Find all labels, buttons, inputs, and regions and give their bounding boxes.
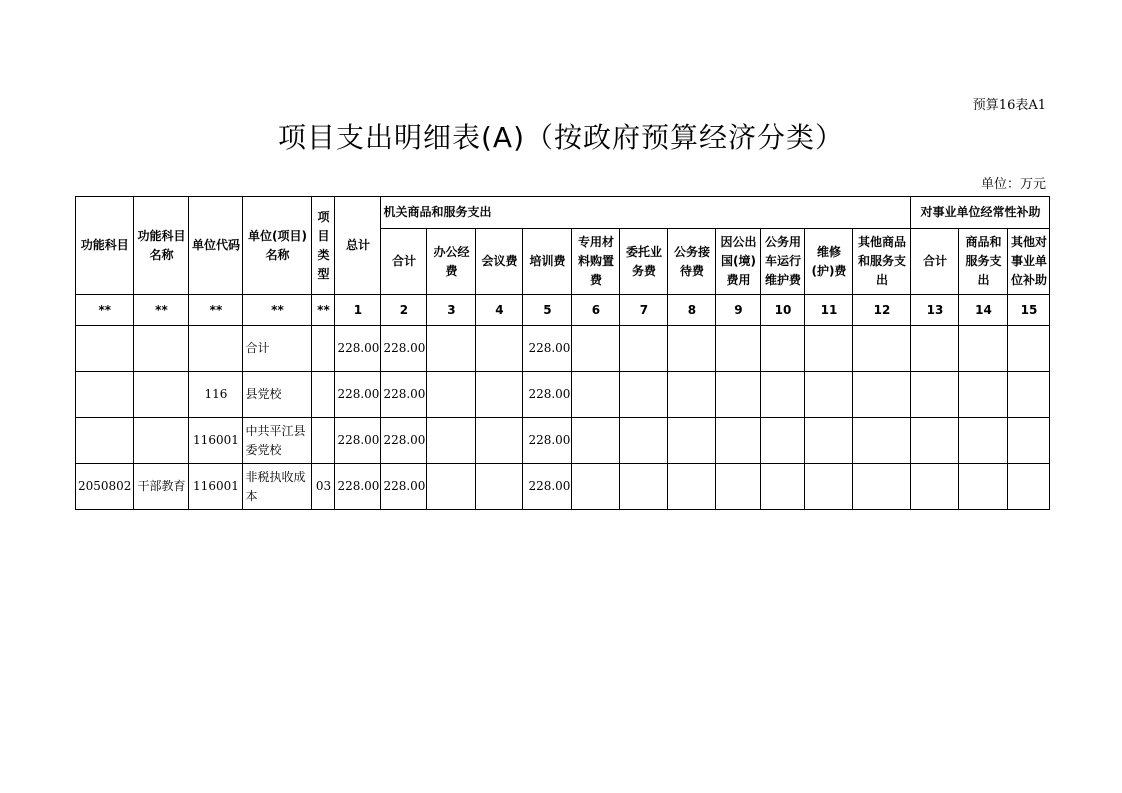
header-unit-name: 单位(项目)名称 xyxy=(243,197,312,295)
table-cell xyxy=(476,372,523,418)
table-cell xyxy=(312,326,335,372)
table-cell xyxy=(427,326,476,372)
header-func-code: 功能科目 xyxy=(76,197,134,295)
table-cell: 228.00 xyxy=(381,372,427,418)
table-cell xyxy=(1008,464,1050,510)
table-cell: 116 xyxy=(189,372,243,418)
table-row xyxy=(76,326,1050,372)
table-cell xyxy=(716,326,761,372)
table-cell xyxy=(959,464,1008,510)
table-row xyxy=(76,372,1050,418)
table-cell xyxy=(668,372,716,418)
header-col-14: 商品和服务支出 xyxy=(959,229,1008,295)
index-row xyxy=(76,295,1050,326)
index-cell: ** xyxy=(189,295,243,326)
table-cell: 228.00 xyxy=(335,418,381,464)
header-col-9: 因公出国(境)费用 xyxy=(716,229,761,295)
table-cell xyxy=(427,372,476,418)
index-cell: 9 xyxy=(716,295,761,326)
table-cell xyxy=(1008,372,1050,418)
index-cell: 3 xyxy=(427,295,476,326)
table-cell xyxy=(572,372,620,418)
table-cell xyxy=(312,372,335,418)
header-col-6: 专用材料购置费 xyxy=(572,229,620,295)
table-cell: 2050802 xyxy=(76,464,134,510)
table-cell: 228.00 xyxy=(523,326,572,372)
form-code: 预算16表A1 xyxy=(972,98,1046,113)
table-cell xyxy=(134,326,189,372)
index-cell: ** xyxy=(312,295,335,326)
table-cell xyxy=(572,418,620,464)
table-cell xyxy=(76,326,134,372)
table-cell xyxy=(476,418,523,464)
table-cell xyxy=(668,326,716,372)
table-cell xyxy=(716,464,761,510)
index-cell: 4 xyxy=(476,295,523,326)
table-cell: 228.00 xyxy=(523,372,572,418)
header-col-8: 公务接待费 xyxy=(668,229,716,295)
header-group-goods-services: 机关商品和服务支出 xyxy=(381,197,911,229)
table-cell: 228.00 xyxy=(335,326,381,372)
table-cell xyxy=(853,464,911,510)
table-cell xyxy=(76,372,134,418)
index-cell: 14 xyxy=(959,295,1008,326)
table-cell xyxy=(761,326,805,372)
table-cell xyxy=(911,418,959,464)
table-row xyxy=(76,464,1050,510)
header-col-11: 维修(护)费 xyxy=(805,229,853,295)
index-cell: 5 xyxy=(523,295,572,326)
table-cell xyxy=(572,326,620,372)
index-cell: 13 xyxy=(911,295,959,326)
table-cell xyxy=(620,418,668,464)
index-cell: 1 xyxy=(335,295,381,326)
table-cell xyxy=(853,326,911,372)
table-cell xyxy=(189,326,243,372)
table-cell xyxy=(805,372,853,418)
table-cell xyxy=(761,464,805,510)
table-cell: 县党校 xyxy=(243,372,312,418)
table-cell: 228.00 xyxy=(523,418,572,464)
table-cell: 03 xyxy=(312,464,335,510)
index-cell: ** xyxy=(243,295,312,326)
table-cell xyxy=(911,464,959,510)
table-cell xyxy=(476,326,523,372)
header-col-13: 合计 xyxy=(911,229,959,295)
table-cell xyxy=(959,372,1008,418)
table-row xyxy=(76,418,1050,464)
table-cell: 228.00 xyxy=(381,326,427,372)
table-cell: 228.00 xyxy=(381,464,427,510)
index-cell: 10 xyxy=(761,295,805,326)
header-col-5: 培训费 xyxy=(523,229,572,295)
index-cell: 2 xyxy=(381,295,427,326)
table-cell: 228.00 xyxy=(381,418,427,464)
table-cell xyxy=(805,418,853,464)
table-cell: 116001 xyxy=(189,464,243,510)
index-cell: 7 xyxy=(620,295,668,326)
index-cell: 6 xyxy=(572,295,620,326)
table-cell xyxy=(620,464,668,510)
header-col-4: 会议费 xyxy=(476,229,523,295)
header-col-10: 公务用车运行维护费 xyxy=(761,229,805,295)
table-cell: 228.00 xyxy=(335,464,381,510)
table-cell: 116001 xyxy=(189,418,243,464)
header-total: 总计 xyxy=(335,197,381,295)
table-cell xyxy=(716,372,761,418)
table-cell xyxy=(1008,326,1050,372)
header-unit-code: 单位代码 xyxy=(189,197,243,295)
table-cell xyxy=(476,464,523,510)
table-cell xyxy=(911,372,959,418)
table-cell: 干部教育 xyxy=(134,464,189,510)
index-cell: 8 xyxy=(668,295,716,326)
table-cell xyxy=(620,326,668,372)
header-project-type: 项目类型 xyxy=(312,197,335,295)
index-cell: 15 xyxy=(1008,295,1050,326)
table-cell xyxy=(572,464,620,510)
table-cell xyxy=(853,418,911,464)
table-cell: 228.00 xyxy=(523,464,572,510)
table-cell xyxy=(959,326,1008,372)
table-cell xyxy=(1008,418,1050,464)
header-col-15: 其他对事业单位补助 xyxy=(1008,229,1050,295)
table-cell xyxy=(668,418,716,464)
header-col-12: 其他商品和服务支出 xyxy=(853,229,911,295)
table-cell xyxy=(911,326,959,372)
table-cell xyxy=(668,464,716,510)
table-cell xyxy=(312,418,335,464)
table-cell: 中共平江县委党校 xyxy=(243,418,312,464)
header-col-3: 办公经费 xyxy=(427,229,476,295)
table-cell xyxy=(134,372,189,418)
table-cell: 非税执收成本 xyxy=(243,464,312,510)
header-func-name: 功能科目名称 xyxy=(134,197,189,295)
budget-table xyxy=(75,196,1050,510)
table-cell xyxy=(805,326,853,372)
table-cell xyxy=(716,418,761,464)
index-cell: ** xyxy=(76,295,134,326)
table-cell xyxy=(620,372,668,418)
table-cell xyxy=(853,372,911,418)
table-cell: 合计 xyxy=(243,326,312,372)
page-title: 项目支出明细表(A)（按政府预算经济分类） xyxy=(277,121,844,154)
header-col-7: 委托业务费 xyxy=(620,229,668,295)
table-cell xyxy=(761,372,805,418)
table-cell xyxy=(427,464,476,510)
table-cell: 228.00 xyxy=(335,372,381,418)
table-cell xyxy=(427,418,476,464)
table-cell xyxy=(761,418,805,464)
header-group-subsidy: 对事业单位经常性补助 xyxy=(911,197,1050,229)
table-cell xyxy=(805,464,853,510)
index-cell: 12 xyxy=(853,295,911,326)
header-col-2: 合计 xyxy=(381,229,427,295)
table-cell xyxy=(76,418,134,464)
index-cell: 11 xyxy=(805,295,853,326)
unit-label: 单位：万元 xyxy=(980,177,1046,192)
table-cell xyxy=(134,418,189,464)
table-cell xyxy=(959,418,1008,464)
index-cell: ** xyxy=(134,295,189,326)
